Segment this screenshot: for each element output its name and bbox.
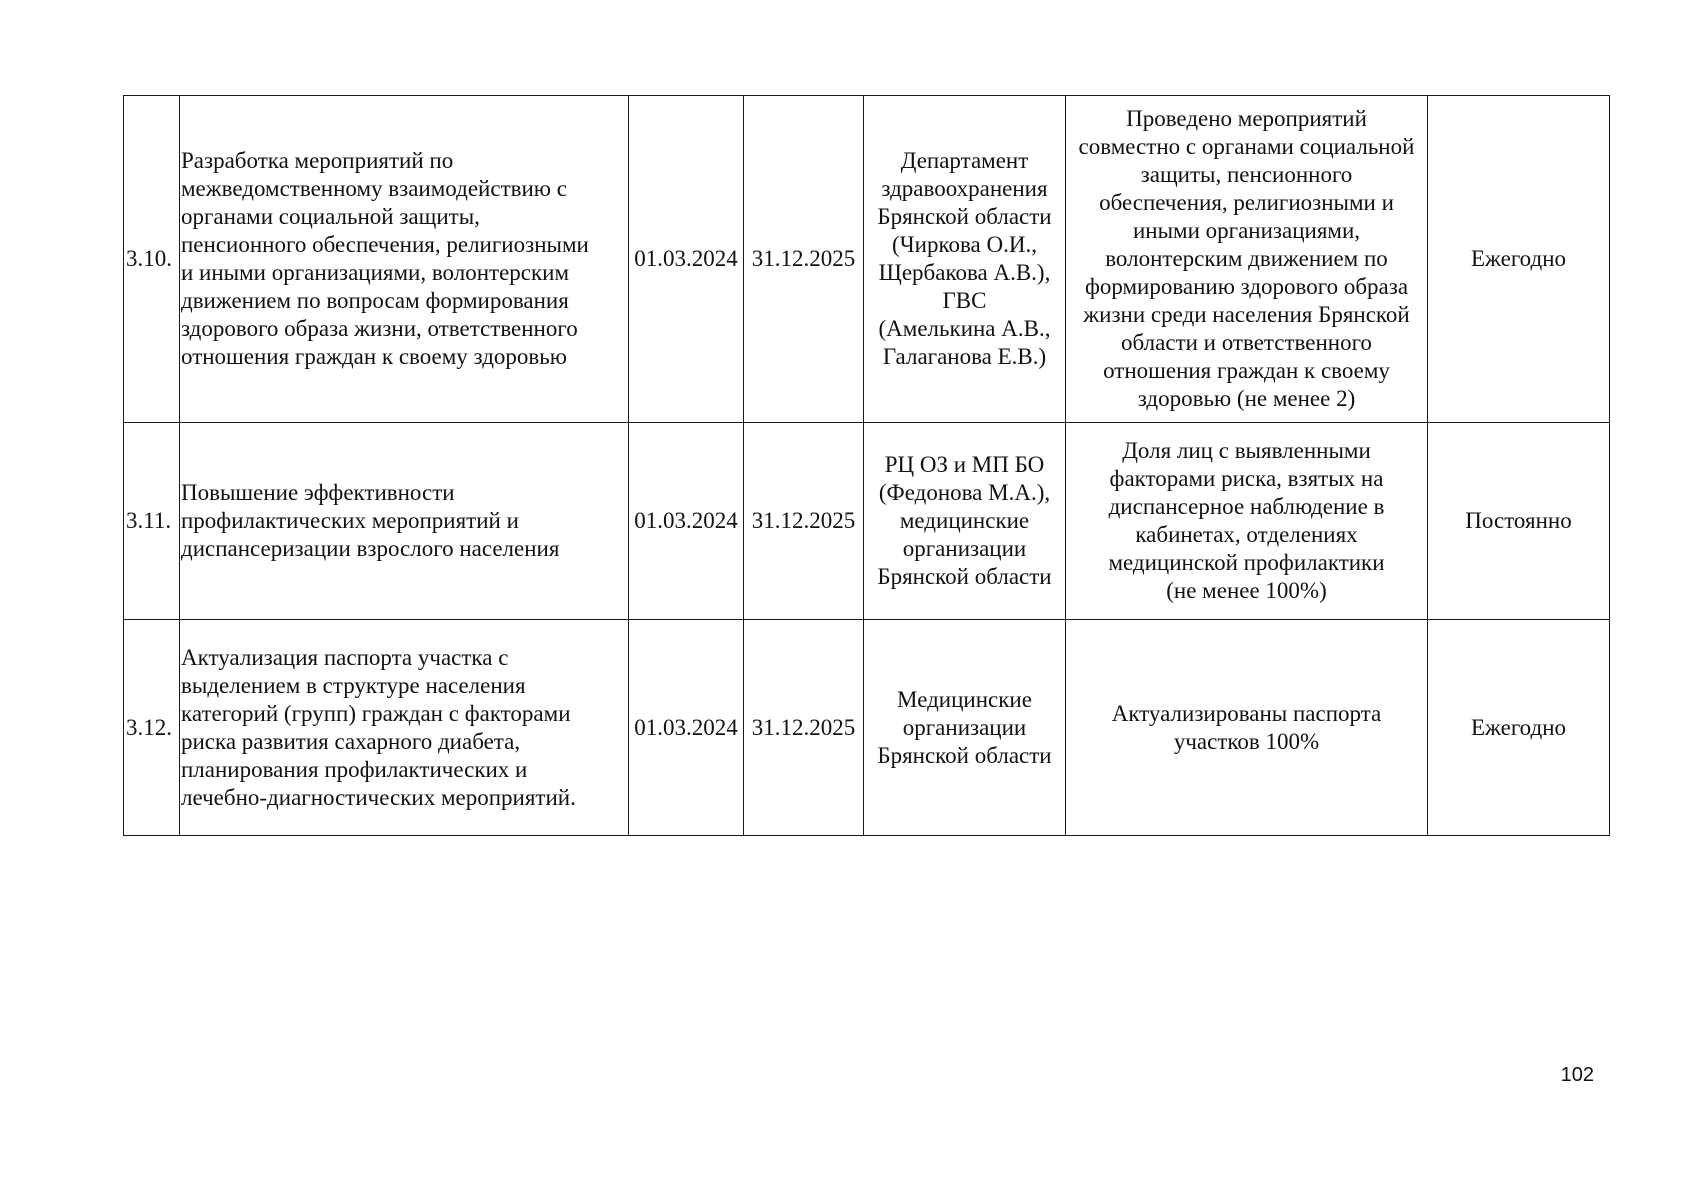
periodicity-cell [1428, 96, 1610, 423]
end-date: 31.12.2025 [751, 508, 856, 533]
responsible-cell [864, 620, 1066, 836]
row-number: 3.10. [126, 246, 172, 271]
end-date-cell [744, 423, 864, 620]
result-cell [1066, 620, 1428, 836]
end-date: 31.12.2025 [751, 714, 856, 740]
periodicity-cell [1428, 620, 1610, 836]
measure-description: Актуализация паспорта участка с выделением в структуре населения категорий (групп) граждан с факторами риска развития сахарного диабета, планирования профилактических и лечебно-диагностических мероприятий. [181, 644, 576, 810]
responsible-executor: Медицинские организации Брянской области [877, 686, 1052, 768]
start-date-cell [629, 620, 744, 836]
measure-description: Разработка мероприятий по межведомственному взаимодействию с органами социальной защиты, пенсионного обеспечения, религиозными и иными организациями, волонтерским движением по вопросам формирования здорового образа жизни, ответственного отношения граждан к своему здоровью [181, 148, 589, 369]
description-cell [180, 96, 629, 423]
periodicity: Постоянно [1465, 508, 1572, 533]
page-number: 102 [1560, 1064, 1594, 1086]
measures-table [123, 95, 1610, 836]
expected-result: Доля лиц с выявленными факторами риска, взятых на диспансерное наблюдение в кабинетах, отделениях медицинской профилактики (не менее 100%) [1108, 438, 1385, 603]
description-cell [180, 423, 629, 620]
measure-description: Повышение эффективности профилактических мероприятий и диспансеризации взрослого населения [181, 480, 560, 561]
expected-result: Проведено мероприятий совместно с органами социальной защиты, пенсионного обеспечения, религиозными и иными организациями, волонтерским движением по формированию здорового образа жизни среди населения Брянской области и ответственного отношения граждан к своему здоровью (не менее 2) [1078, 106, 1415, 411]
row-number: 3.12. [126, 714, 172, 740]
start-date: 01.03.2024 [634, 508, 738, 533]
end-date-cell [744, 620, 864, 836]
result-cell [1066, 96, 1428, 423]
row-number-cell [124, 620, 180, 836]
periodicity-cell [1428, 423, 1610, 620]
start-date-cell [629, 423, 744, 620]
end-date: 31.12.2025 [751, 246, 856, 271]
description-cell [180, 620, 629, 836]
row-number-cell [124, 96, 180, 423]
responsible-executor: РЦ ОЗ и МП БО (Федонова М.А.), медицинские организации Брянской области [877, 452, 1052, 589]
row-number-cell [124, 423, 180, 620]
row-number: 3.11. [126, 508, 172, 533]
start-date: 01.03.2024 [634, 714, 738, 740]
periodicity: Ежегодно [1470, 246, 1567, 271]
periodicity: Ежегодно [1470, 714, 1567, 740]
responsible-cell [864, 96, 1066, 423]
table-row [124, 96, 1610, 423]
table-row [124, 620, 1610, 836]
responsible-executor: Департамент здравоохранения Брянской области (Чиркова О.И., Щербакова А.В.), ГВС (Амелькина А.В., Галаганова Е.В.) [877, 148, 1052, 369]
end-date-cell [744, 96, 864, 423]
start-date: 01.03.2024 [634, 246, 738, 271]
expected-result: Актуализированы паспорта участков 100% [1111, 700, 1382, 754]
start-date-cell [629, 96, 744, 423]
result-cell [1066, 423, 1428, 620]
table-row [124, 423, 1610, 620]
responsible-cell [864, 423, 1066, 620]
